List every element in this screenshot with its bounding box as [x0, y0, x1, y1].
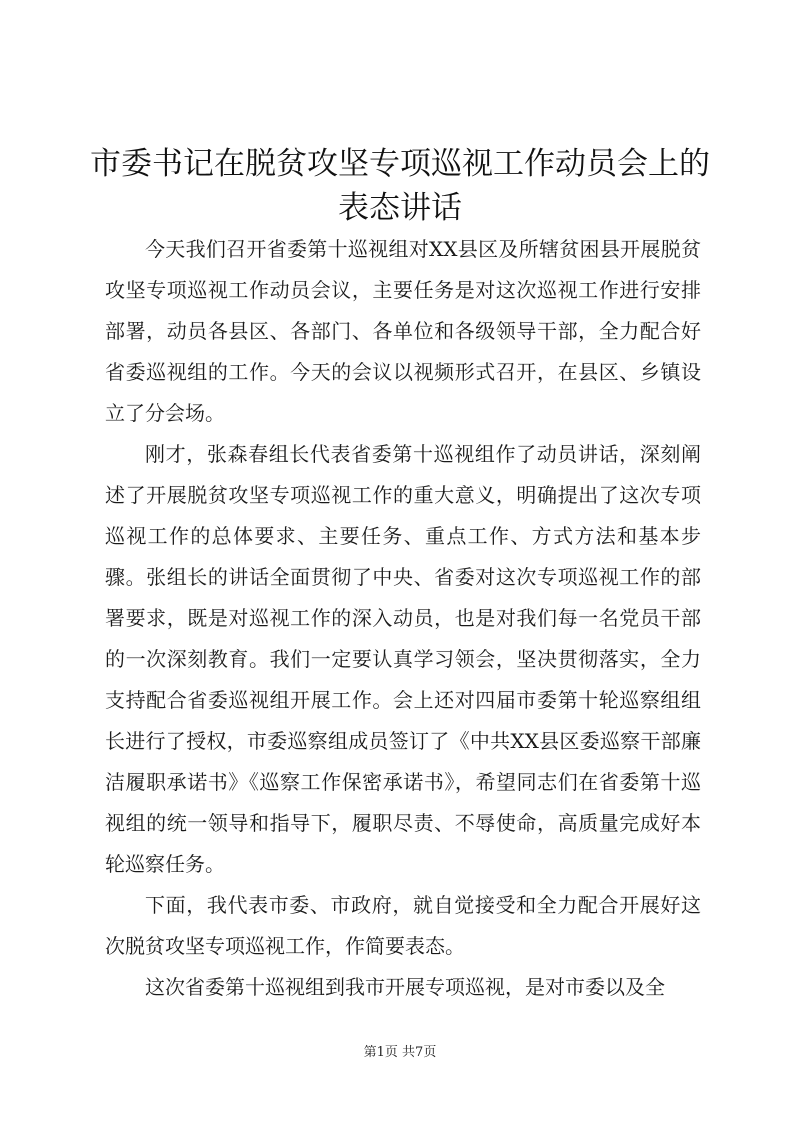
document-title-line-2: 表态讲话 [338, 190, 462, 226]
page-footer: 第1页 共7页 [363, 1045, 437, 1060]
paragraph: 这次省委第十巡视组到我市开展专项巡视，是对市委以及全 [145, 975, 665, 999]
document-title-line-1: 市委书记在脱贫攻坚专项巡视工作动员会上的 [90, 146, 710, 182]
paragraph: 今天我们召开省委第十巡视组对XX县区及所辖贫困县开展脱贫攻坚专项巡视工作动员会议，主要任务是对这次巡视工作进行安排部署，动员各县区、各部门、各单位和各级领导干部，全力配合好省委巡视组的工作。今天的会议以视频形式召开，在县区、乡镇设立了分会场。 [105, 237, 701, 425]
paragraph: 刚才，张森春组长代表省委第十巡视组作了动员讲话，深刻阐述了开展脱贫攻坚专项巡视工作的重大意义，明确提出了这次专项巡视工作的总体要求、主要任务、重点工作、方式方法和基本步骤。张组长的讲话全面贯彻了中央、省委对这次专项巡视工作的部署要求，既是对巡视工作的深入动员，也是对我们每一名党员干部的一次深刻教育。我们一定要认真学习领会，坚决贯彻落实，全力支持配合省委巡视组开展工作。会上还对四届市委第十轮巡察组组长进行了授权，市委巡察组成员签订了《中共XX县区委巡察干部廉洁履职承诺书》《巡察工作保密承诺书》，希望同志们在省委第十巡视组的统一领导和指导下，履职尽责、不辱使命，高质量完成好本轮巡察任务。 [105, 442, 701, 876]
document-body [105, 229, 701, 1008]
paragraph: 下面，我代表市委、市政府，就自觉接受和全力配合开展好这次脱贫攻坚专项巡视工作，作简要表态。 [105, 893, 701, 958]
